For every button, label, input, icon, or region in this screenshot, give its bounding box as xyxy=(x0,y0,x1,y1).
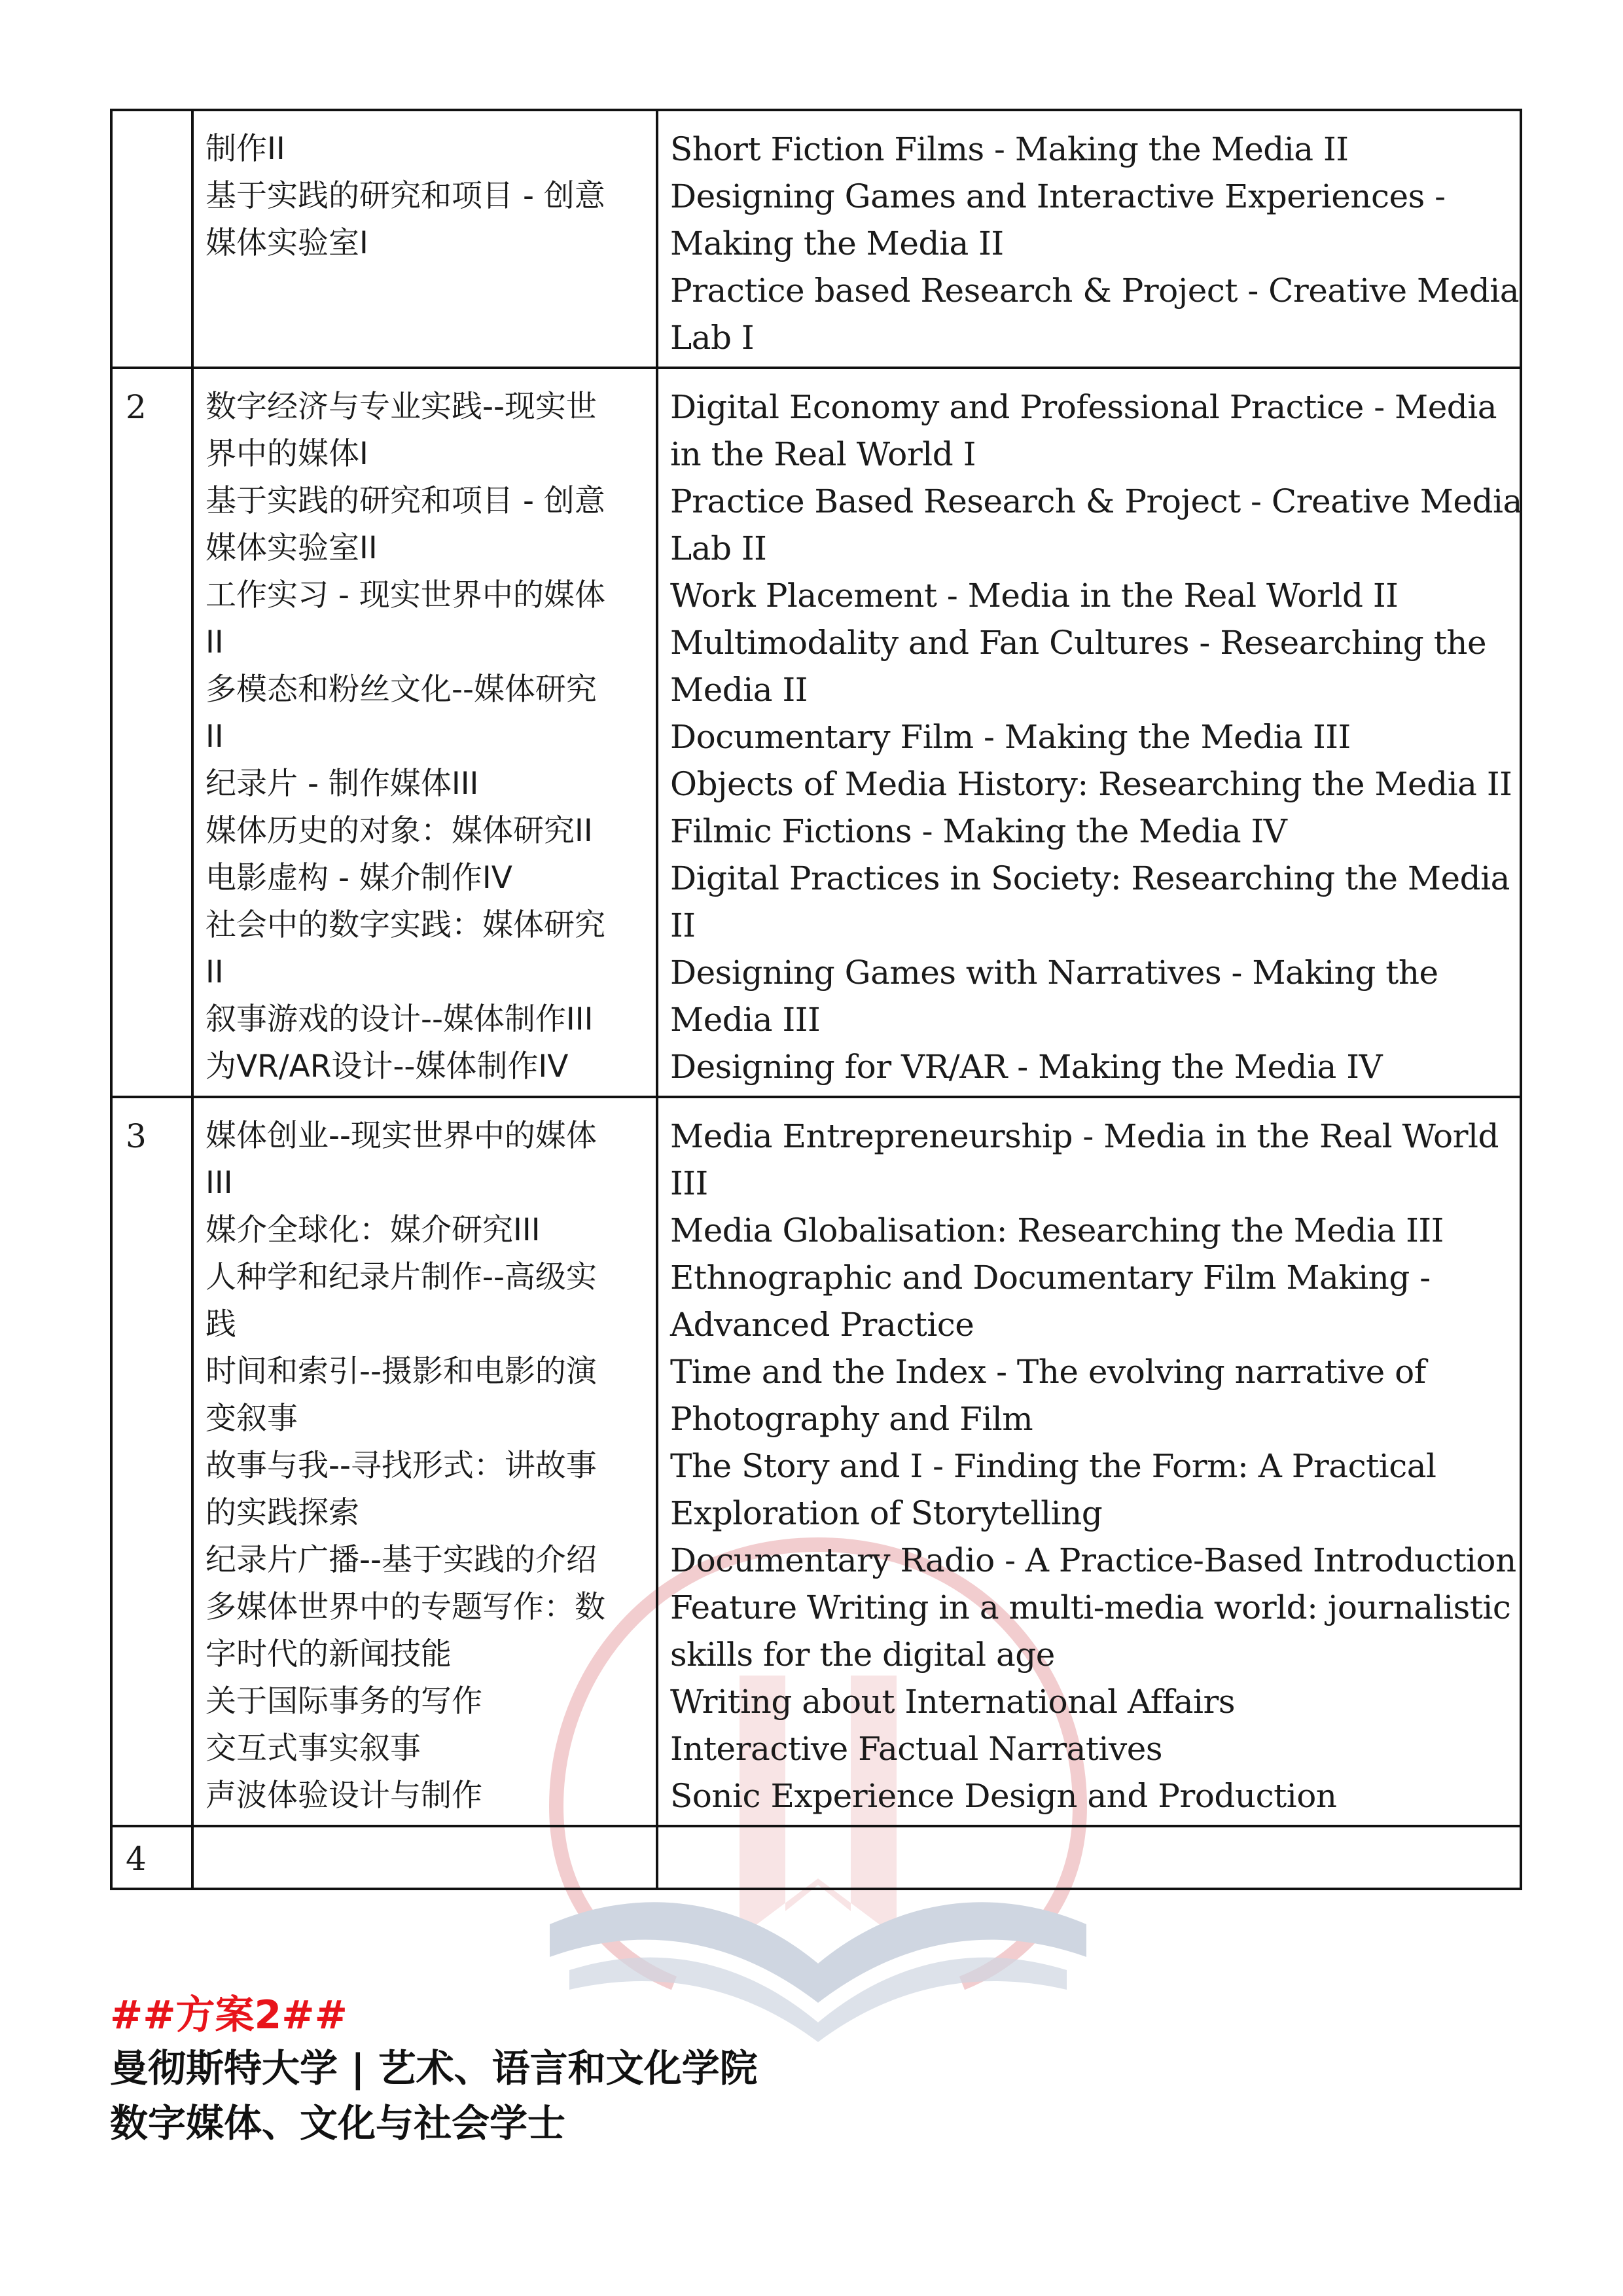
english-course-line: Filmic Fictions - Making the Media IV xyxy=(670,812,1287,850)
english-course-line: Photography and Film xyxy=(670,1400,1033,1438)
english-course-line: Designing for VR/AR - Making the Media IV xyxy=(670,1048,1383,1086)
table-row xyxy=(111,110,1521,368)
english-course-line: Documentary Radio - A Practice-Based Introduction xyxy=(670,1541,1516,1579)
chinese-course-line: 媒体实验室I xyxy=(205,225,368,261)
english-course-line: Advanced Practice xyxy=(670,1306,974,1344)
chinese-course-line: 关于国际事务的写作 xyxy=(205,1683,482,1719)
english-course-line: Making the Media II xyxy=(670,224,1004,262)
english-course-line: Ethnographic and Documentary Film Making - xyxy=(670,1259,1431,1297)
english-course-line: The Story and I - Finding the Form: A Practical xyxy=(670,1447,1436,1485)
chinese-course-line: 纪录片 - 制作媒体III xyxy=(205,766,479,802)
english-course-line: Designing Games and Interactive Experiences - xyxy=(670,177,1446,215)
english-course-line: Digital Practices in Society: Researching the Media xyxy=(670,859,1510,897)
year-cell: 2 xyxy=(111,368,192,1097)
chinese-course-line: 交互式事实叙事 xyxy=(205,1731,421,1767)
english-course-cell xyxy=(657,368,1521,1097)
year-cell: 3 xyxy=(111,1097,192,1826)
english-course-line: Multimodality and Fan Cultures - Researching the xyxy=(670,624,1487,662)
chinese-course-line: 为VR/AR设计--媒体制作IV xyxy=(205,1049,569,1085)
english-course-line: skills for the digital age xyxy=(670,1636,1055,1674)
english-course-line: Interactive Factual Narratives xyxy=(670,1730,1163,1768)
english-course-line: Lab I xyxy=(670,319,755,357)
degree-heading: 数字媒体、文化与社会学士 xyxy=(110,2101,566,2145)
scheme-heading: ##方案2## xyxy=(110,1992,348,2038)
english-course-line: Short Fiction Films - Making the Media II xyxy=(670,130,1349,168)
chinese-course-line: II xyxy=(205,624,224,660)
chinese-course-line: 媒体创业--现实世界中的媒体 xyxy=(205,1118,597,1154)
chinese-course-line: 社会中的数字实践：媒体研究 xyxy=(205,907,605,943)
english-course-line: Feature Writing in a multi-media world: journalistic xyxy=(670,1588,1511,1626)
chinese-course-line: 制作II xyxy=(205,131,285,167)
chinese-course-line: 的实践探索 xyxy=(205,1495,359,1531)
english-course-line: Exploration of Storytelling xyxy=(670,1494,1103,1532)
table-row xyxy=(111,1826,1521,1889)
footer-block xyxy=(110,1990,758,2151)
chinese-course-cell xyxy=(192,368,657,1097)
chinese-course-cell xyxy=(192,110,657,368)
chinese-course-line: 纪录片广播--基于实践的介绍 xyxy=(205,1542,597,1578)
chinese-course-line: III xyxy=(205,1165,233,1201)
english-course-line: Media II xyxy=(670,671,808,709)
chinese-course-line: 多模态和粉丝文化--媒体研究 xyxy=(205,672,597,708)
chinese-course-line: 多媒体世界中的专题写作：数 xyxy=(205,1589,605,1625)
chinese-course-line: 工作实习 - 现实世界中的媒体 xyxy=(205,577,605,613)
english-course-line: Media Entrepreneurship - Media in the Real World xyxy=(670,1117,1499,1155)
english-course-line: Designing Games with Narratives - Making the xyxy=(670,954,1438,992)
english-course-line: Media Globalisation: Researching the Media III xyxy=(670,1211,1444,1249)
english-course-line: Time and the Index - The evolving narrative of xyxy=(670,1353,1426,1391)
english-course-line: Media III xyxy=(670,1001,821,1039)
chinese-course-line: 媒介全球化：媒介研究III xyxy=(205,1212,541,1248)
chinese-course-line: 电影虚构 - 媒介制作IV xyxy=(205,860,512,896)
english-course-cell xyxy=(657,1097,1521,1826)
chinese-course-line: 基于实践的研究和项目 - 创意 xyxy=(205,483,605,519)
english-course-line: Sonic Experience Design and Production xyxy=(670,1777,1337,1815)
english-course-line: in the Real World I xyxy=(670,435,976,473)
english-course-line: Work Placement - Media in the Real World II xyxy=(670,577,1399,615)
chinese-course-line: 媒体实验室II xyxy=(205,530,378,566)
english-course-line: II xyxy=(670,906,696,944)
english-course-line: Lab II xyxy=(670,529,767,567)
chinese-course-line: 变叙事 xyxy=(205,1401,298,1437)
english-course-line: Objects of Media History: Researching the Media II xyxy=(670,765,1512,803)
english-course-line: Documentary Film - Making the Media III xyxy=(670,718,1351,756)
english-course-line: Writing about International Affairs xyxy=(670,1683,1236,1721)
english-course-line: Practice based Research & Project - Creative Media xyxy=(670,272,1520,310)
chinese-course-line: 人种学和纪录片制作--高级实 xyxy=(205,1259,597,1295)
english-course-cell xyxy=(657,1826,1521,1889)
english-course-line: III xyxy=(670,1164,708,1202)
chinese-course-line: 基于实践的研究和项目 - 创意 xyxy=(205,178,605,214)
chinese-course-line: II xyxy=(205,719,224,755)
course-table xyxy=(110,109,1522,1890)
chinese-course-line: 媒体历史的对象：媒体研究II xyxy=(205,813,593,849)
chinese-course-cell xyxy=(192,1826,657,1889)
chinese-course-line: 声波体验设计与制作 xyxy=(205,1778,482,1814)
chinese-course-cell xyxy=(192,1097,657,1826)
chinese-course-line: 践 xyxy=(205,1306,236,1342)
chinese-course-line: II xyxy=(205,954,224,990)
chinese-course-line: 界中的媒体I xyxy=(205,436,368,472)
chinese-course-line: 时间和索引--摄影和电影的演 xyxy=(205,1354,597,1390)
chinese-course-line: 叙事游戏的设计--媒体制作III xyxy=(205,1001,594,1037)
chinese-course-line: 故事与我--寻找形式：讲故事 xyxy=(205,1448,597,1484)
year-cell xyxy=(111,110,192,368)
table-row xyxy=(111,1097,1521,1826)
table-row xyxy=(111,368,1521,1097)
year-cell: 4 xyxy=(111,1826,192,1889)
english-course-line: Practice Based Research & Project - Creative Media xyxy=(670,482,1522,520)
english-course-line: Digital Economy and Professional Practice - Media xyxy=(670,388,1497,426)
chinese-course-line: 字时代的新闻技能 xyxy=(205,1636,452,1672)
english-course-cell xyxy=(657,110,1521,368)
university-heading: 曼彻斯特大学 | 艺术、语言和文化学院 xyxy=(110,2046,758,2090)
course-table-body xyxy=(111,110,1521,1889)
chinese-course-line: 数字经济与专业实践--现实世 xyxy=(205,389,597,425)
